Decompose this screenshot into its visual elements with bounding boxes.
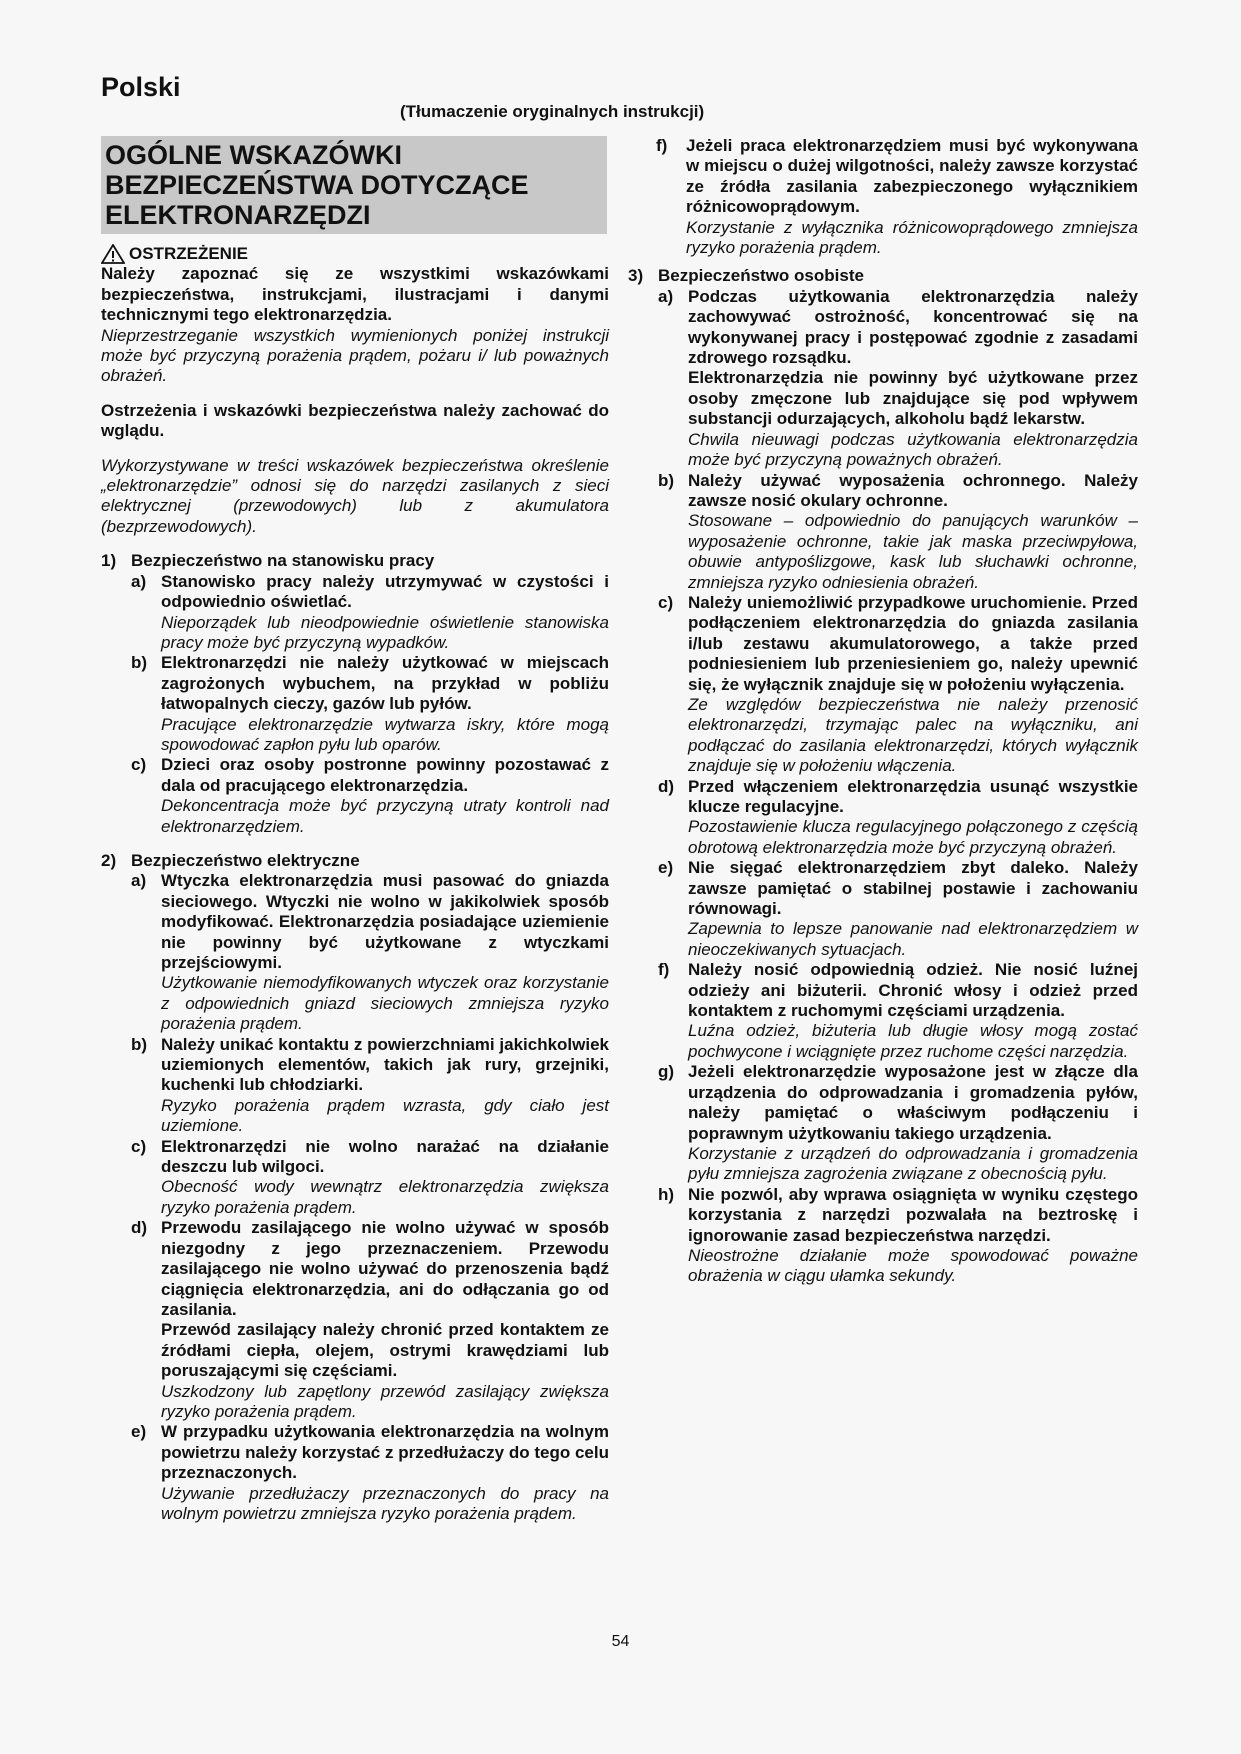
list-item	[131, 653, 609, 755]
item-instruction: W przypadku użytkowania elektronarzędzia na wolnym powietrzu należy korzystać z przedłużaczy do tego celu przeznaczonych.	[161, 1422, 609, 1483]
warning-triangle-icon	[101, 244, 125, 264]
item-letter: a)	[131, 871, 147, 891]
section-heading: OGÓLNE WSKAZÓWKI BEZPIECZEŃSTWA DOTYCZĄCE ELEKTRONARZĘDZI	[101, 136, 607, 234]
item-note: Luźna odzież, biżuteria lub długie włosy mogą zostać pochwycone i wciągnięte przez ruchome części narzędzia.	[688, 1021, 1138, 1061]
list-item	[131, 755, 609, 837]
list-item	[656, 136, 1138, 258]
item-instruction: Jeżeli elektronarzędzie wyposażone jest w złącze dla urządzenia do odprowadzania i gromadzenia pyłów, należy pamiętać o właściwym podłączeniu i poprawnym użytkowaniu takiego urządzenia.	[688, 1062, 1138, 1143]
item-instruction: Nie sięgać elektronarzędziem zbyt daleko. Należy zawsze pamiętać o stabilnej postawie i zachowaniu równowagi.	[688, 858, 1138, 919]
item-letter: c)	[131, 755, 147, 775]
list-item	[131, 1035, 609, 1137]
item-letter: a)	[131, 571, 147, 591]
item-note: Nieostrożne działanie może spowodować poważne obrażenia w ciągu ułamka sekundy.	[688, 1245, 1138, 1286]
item-instruction: Nie pozwól, aby wprawa osiągnięta w wyniku częstego korzystania z narzędzi pozwalała na beztroskę i ignorowanie zasad bezpieczeństwa narzędzi.	[688, 1184, 1138, 1245]
item-letter: b)	[131, 653, 148, 673]
item-instruction: Podczas użytkowania elektronarzędzia należy zachowywać ostrożność, koncentrować się na wykonywanej pracy i postępować zgodnie z zasadami zdrowego rozsądku.	[688, 286, 1138, 368]
language-label: Polski	[101, 72, 181, 102]
item-letter: e)	[658, 858, 674, 878]
item-instruction: Należy nosić odpowiednią odzież. Nie nosić luźnej odzieży ani biżuterii. Chronić włosy i odzież przed kontaktem z ruchomymi częściami urządzenia.	[688, 960, 1138, 1021]
page-number: 54	[611, 1633, 630, 1650]
item-instruction: Przewodu zasilającego nie wolno używać w sposób niezgodny z jego przeznaczeniem. Przewodu zasilającego nie wolno używać do przenoszenia bądź ciągnięcia elektronarzędzia, ani do odłączania go od zasilania.	[161, 1218, 609, 1319]
item-letter: c)	[658, 592, 674, 612]
item-letter: a)	[658, 286, 674, 306]
item-instruction: Wtyczka elektronarzędzia musi pasować do gniazda sieciowego. Wtyczki nie wolno w jakikolwiek sposób modyfikować. Elektronarzędzia posiadające uziemienie nie powinny być użytkowane z wtyczkami przejściowymi.	[161, 871, 609, 972]
section-number: 3)	[628, 266, 644, 286]
list-item	[131, 1137, 609, 1219]
item-instruction: Elektronarzędzi nie wolno narażać na działanie deszczu lub wilgoci.	[161, 1136, 609, 1177]
item-note: Chwila nieuwagi podczas użytkowania elektronarzędzia może być przyczyną poważnych obrażeń.	[688, 429, 1138, 470]
list-item	[658, 960, 1138, 1062]
list-item	[658, 1062, 1138, 1184]
keep-instructions: Ostrzeżenia i wskazówki bezpieczeństwa należy zachować do wglądu.	[101, 400, 609, 441]
item-instruction: Dzieci oraz osoby postronne powinny pozostawać z dala od pracującego elektronarzędzia.	[161, 755, 609, 795]
item-note: Korzystanie z wyłącznika różnicowoprądowego zmniejsza ryzyko porażenia prądem.	[686, 217, 1138, 258]
list-item	[131, 1422, 609, 1524]
item-note: Pozostawienie klucza regulacyjnego połączonego z częścią obrotową elektronarzędzia może być przyczyną obrażeń.	[688, 817, 1138, 857]
item-letter: d)	[658, 776, 675, 796]
item-note: Używanie przedłużaczy przeznaczonych do pracy na wolnym powietrzu zmniejsza ryzyko porażenia prądem.	[161, 1483, 609, 1523]
list-item	[658, 593, 1138, 777]
item-instruction: Jeżeli praca elektronarzędziem musi być wykonywana w miejscu o dużej wilgotności, należy zawsze korzystać ze źródła zasilania zabezpieczonego wyłącznikiem różnicowoprądowym.	[686, 136, 1138, 217]
list-item	[658, 858, 1138, 960]
item-instruction: Należy uniemożliwić przypadkowe uruchomienie. Przed podłączeniem elektronarzędzia do gniazda zasilania i/lub zestawu akumulatorowego, a także przed podniesieniem lub przeniesieniem go, należy upewnić się, że wyłącznik znajduje się w położeniu wyłączenia.	[688, 592, 1138, 694]
item-note: Dekoncentracja może być przyczyną utraty kontroli nad elektronarzędziem.	[161, 796, 609, 836]
item-note: Obecność wody wewnątrz elektronarzędzia zwiększa ryzyko porażenia prądem.	[161, 1177, 609, 1217]
warning-title-text: OSTRZEŻENIE	[129, 244, 249, 263]
item-letter: b)	[131, 1034, 148, 1054]
section-number: 1)	[101, 551, 117, 571]
item-instruction: Należy używać wyposażenia ochronnego. Należy zawsze nosić okulary ochronne.	[688, 470, 1138, 510]
item-letter: f)	[658, 960, 670, 980]
section-title: Bezpieczeństwo na stanowisku pracy	[131, 551, 435, 571]
item-note: Uszkodzony lub zapętlony przewód zasilający zwiększa ryzyko porażenia prądem.	[161, 1381, 609, 1421]
item-note: Stosowane – odpowiednio do panujących warunków – wyposażenie ochronne, takie jak maska przeciwpyłowa, obuwie antypoślizgowe, kask lub słuchawki ochronne, zmniejsza ryzyko odniesienia obrażeń.	[688, 511, 1138, 592]
warning-consequence: Nieprzestrzeganie wszystkich wymienionych poniżej instrukcji może być przyczyną porażenia prądem, pożaru i/ lub poważnych obrażeń.	[101, 325, 609, 386]
item-instruction: Przed włączeniem elektronarzędzia usunąć wszystkie klucze regulacyjne.	[688, 776, 1138, 816]
item-letter: b)	[658, 470, 675, 490]
section-electrical	[101, 851, 609, 871]
definition-note: Wykorzystywane w treści wskazówek bezpieczeństwa określenie „elektronarzędzie” odnosi się do narzędzi zasilanych z sieci elektrycznej (przewodowych) lub z akumulatora (bezprzewodowych).	[101, 455, 609, 536]
item-letter: g)	[658, 1062, 675, 1082]
item-instruction: Należy unikać kontaktu z powierzchniami jakichkolwiek uziemionych elementów, takich jak rury, grzejniki, kuchenki lub chłodziarki.	[161, 1034, 609, 1095]
item-note: Pracujące elektronarzędzie wytwarza iskry, które mogą spowodować zapłon pyłu lub oparów.	[161, 714, 609, 754]
list-item	[131, 1218, 609, 1422]
list-item	[658, 1185, 1138, 1287]
item-instruction-extra: Elektronarzędzia nie powinny być użytkowane przez osoby zmęczone lub znajdujące się pod wpływem substancji odurzających, alkoholu bądź lekarstw.	[688, 368, 1138, 429]
item-note: Zapewnia to lepsze panowanie nad elektronarzędziem w nieoczekiwanych sytuacjach.	[688, 919, 1138, 959]
item-letter: d)	[131, 1218, 148, 1238]
section-title: Bezpieczeństwo osobiste	[658, 266, 864, 286]
list-item	[131, 572, 609, 654]
item-note: Użytkowanie niemodyfikowanych wtyczek oraz korzystanie z odpowiednich gniazd sieciowych zmniejsza ryzyko porażenia prądem.	[161, 973, 609, 1034]
left-column	[101, 136, 609, 1524]
item-note: Korzystanie z urządzeń do odprowadzania i gromadzenia pyłu zmniejsza zagrożenia związane z obecnością pyłu.	[688, 1143, 1138, 1184]
item-note: Ryzyko porażenia prądem wzrasta, gdy ciało jest uziemione.	[161, 1095, 609, 1136]
right-column	[628, 136, 1138, 1287]
warning-title	[101, 244, 609, 264]
list-item	[131, 871, 609, 1034]
item-letter: c)	[131, 1136, 147, 1156]
translation-note: (Tłumaczenie oryginalnych instrukcji)	[400, 102, 705, 121]
item-letter: f)	[656, 136, 668, 155]
item-instruction: Stanowisko pracy należy utrzymywać w czystości i odpowiednio oświetlać.	[161, 571, 609, 612]
item-instruction: Elektronarzędzi nie należy użytkować w miejscach zagrożonych wybuchem, na przykład w pobliżu łatwopalnych cieczy, gazów lub pyłów.	[161, 653, 609, 714]
section-personal	[628, 266, 1138, 286]
list-item	[658, 287, 1138, 471]
item-note: Nieporządek lub nieodpowiednie oświetlenie stanowiska pracy może być przyczyną wypadków.	[161, 612, 609, 652]
item-note: Ze względów bezpieczeństwa nie należy przenosić elektronarzędzi, trzymając palec na wyłączniku, ani podłączać do zasilania elektronarzędzi, których wyłącznik znajduje się w położeniu włączenia.	[688, 694, 1138, 776]
section-work-area	[101, 551, 609, 571]
item-letter: h)	[658, 1184, 675, 1204]
item-letter: e)	[131, 1422, 147, 1442]
section-number: 2)	[101, 850, 117, 870]
section-title: Bezpieczeństwo elektryczne	[131, 850, 360, 870]
item-instruction-extra: Przewód zasilający należy chronić przed kontaktem ze źródłami ciepła, olejem, ostrymi krawędziami lub poruszającymi się częściami.	[161, 1320, 609, 1381]
list-item	[658, 777, 1138, 859]
list-item	[658, 471, 1138, 593]
warning-text: Należy zapoznać się ze wszystkimi wskazówkami bezpieczeństwa, instrukcjami, ilustracjami i danymi technicznymi tego elektronarzędzia.	[101, 264, 609, 325]
